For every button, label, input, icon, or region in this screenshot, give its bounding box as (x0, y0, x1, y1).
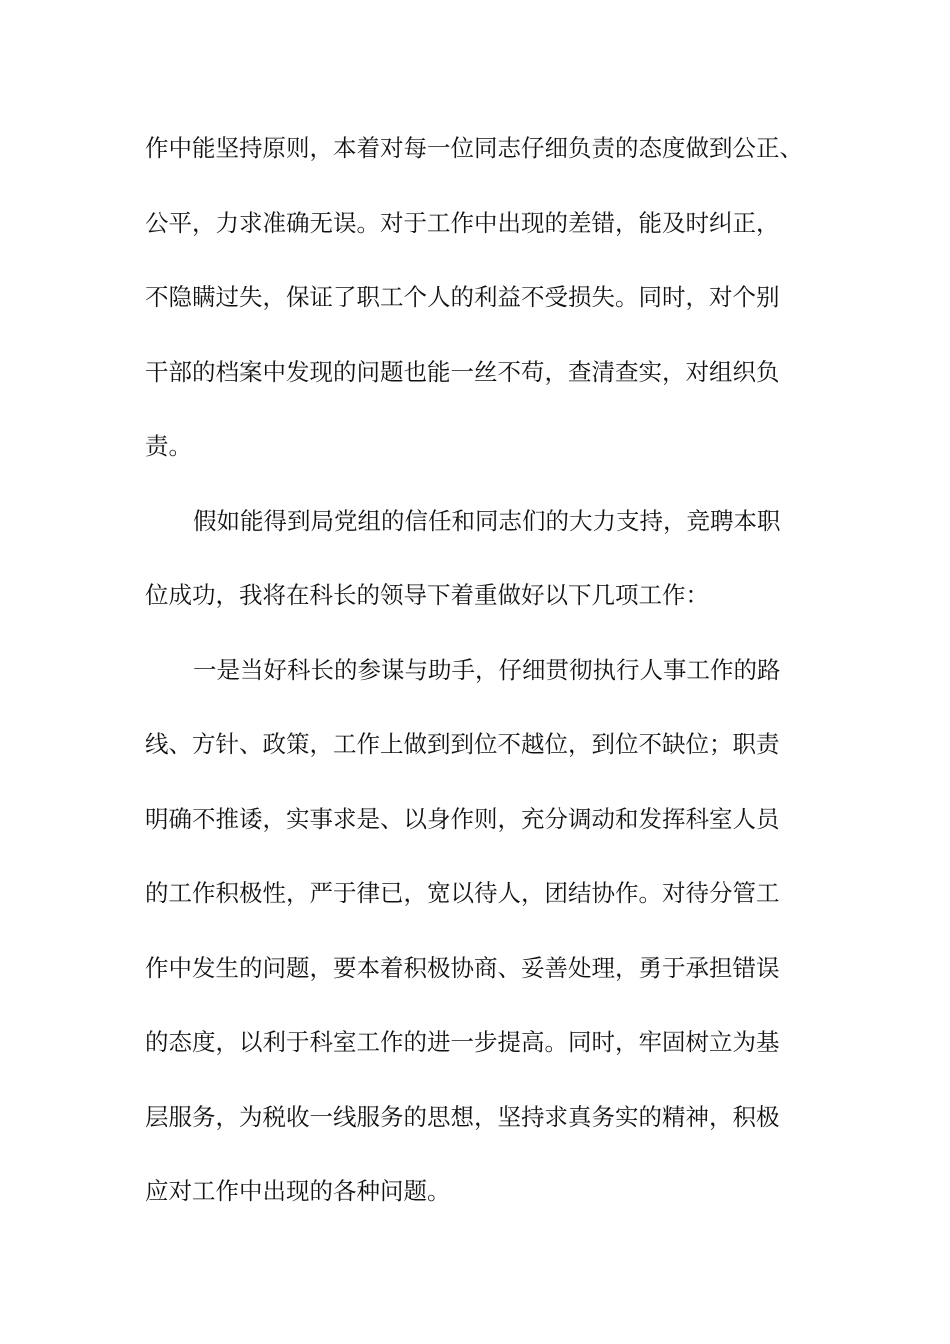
paragraph-first-line: 一是当好科长的参谋与助手，仔细贯彻执行人事工作的路 (193, 655, 781, 684)
paragraph-first-line: 假如能得到局党组的信任和同志们的大力支持，竞聘本职 (193, 506, 781, 535)
text-line: 公平，力求准确无误。对于工作中出现的差错，能及时纠正， (145, 208, 780, 237)
text-line: 层服务，为税收一线服务的思想，坚持求真务实的精神，积极 (145, 1102, 780, 1131)
text-line: 干部的档案中发现的问题也能一丝不苟，查清查实，对组织负 (145, 357, 780, 386)
document-body (145, 128, 810, 1246)
text-line: 作中发生的问题，要本着积极协商、妥善处理，勇于承担错误 (145, 953, 780, 982)
text-line: 位成功，我将在科长的领导下着重做好以下几项工作： (145, 581, 709, 609)
text-line: 作中能坚持原则，本着对每一位同志仔细负责的态度做到公正、 (145, 134, 803, 162)
text-line: 责。 (145, 432, 192, 460)
text-line: 线、方针、政策，工作上做到到位不越位，到位不缺位；职责 (145, 730, 780, 758)
text-line: 的工作积极性，严于律已，宽以待人，团结协作。对待分管工 (145, 879, 780, 907)
text-line: 不隐瞒过失，保证了职工个人的利益不受损失。同时，对个别 (145, 283, 780, 311)
text-line: 的态度，以利于科室工作的进一步提高。同时，牢固树立为基 (145, 1028, 780, 1056)
text-line: 应对工作中出现的各种问题。 (145, 1177, 451, 1205)
text-line: 明确不推诿，实事求是、以身作则，充分调动和发挥科室人员 (145, 804, 780, 833)
